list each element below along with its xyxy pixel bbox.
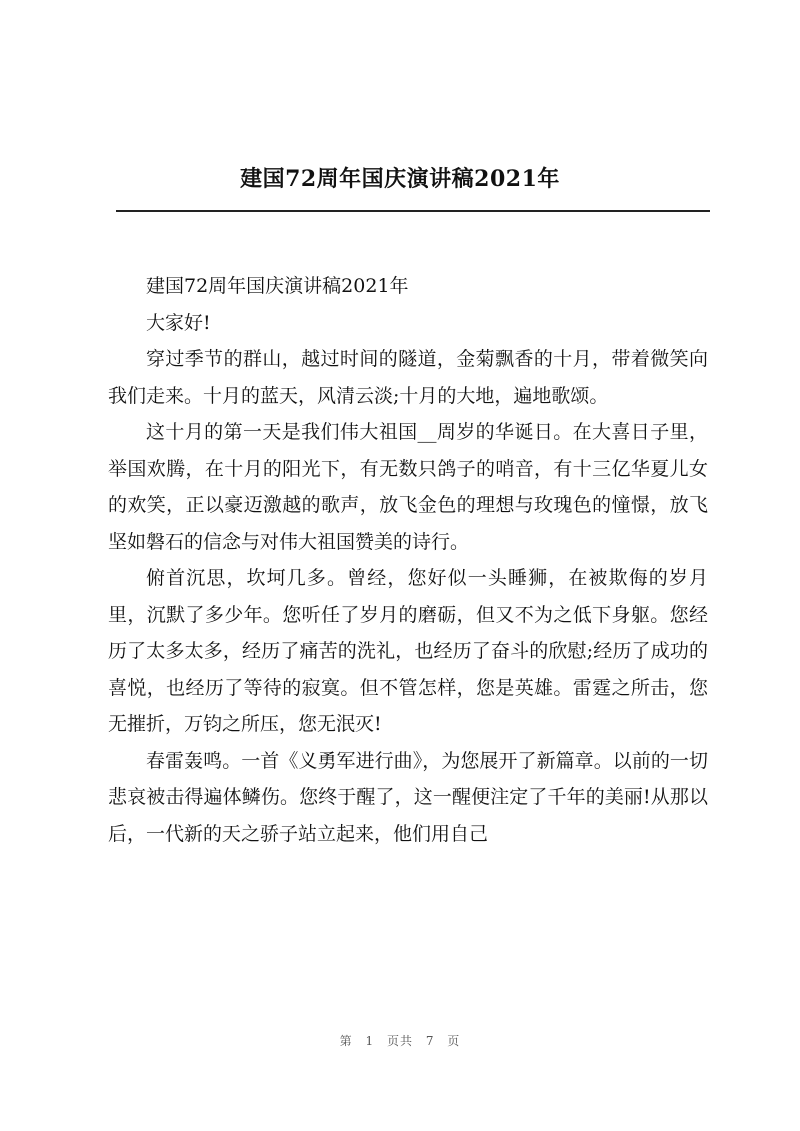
paragraph: 这十月的第一天是我们伟大祖国__周岁的华诞日。在大喜日子里，举国欢腾，在十月的阳光下，有无数只鸽子的哨音，有十三亿华夏儿女的欢笑，正以豪迈激越的歌声，放飞金色的理想与玫瑰色的憧憬，放飞坚如磐石的信念与对伟大祖国赞美的诗行。 bbox=[108, 421, 708, 553]
footer-total-pages: 7 bbox=[425, 1034, 435, 1048]
page-title: 建国72周年国庆演讲稿2021年 bbox=[240, 166, 560, 192]
footer-middle: 页共 bbox=[386, 1034, 413, 1048]
footer-current-page: 1 bbox=[365, 1034, 375, 1048]
paragraph-greeting: 大家好! bbox=[146, 311, 211, 334]
document-body bbox=[108, 268, 708, 852]
paragraph: 俯首沉思，坎坷几多。曾经，您好似一头睡狮，在被欺侮的岁月里，沉默了多少年。您听任了岁月的磨砺，但又不为之低下身躯。您经历了太多太多，经历了痛苦的洗礼，也经历了奋斗的欣慰;经历了成功的喜悦，也经历了等待的寂寞。但不管怎样，您是英雄。雷霆之所击，您无摧折，万钧之所压，您无泯灭! bbox=[108, 567, 708, 735]
paragraph-heading: 建国72周年国庆演讲稿2021年 bbox=[146, 275, 409, 297]
footer-prefix: 第 bbox=[339, 1034, 353, 1048]
paragraph: 春雷轰鸣。一首《义勇军进行曲》，为您展开了新篇章。以前的一切悲哀被击得遍体鳞伤。您终于醒了，这一醒便注定了千年的美丽!从那以后，一代新的天之骄子站立起来，他们用自己 bbox=[108, 749, 708, 845]
paragraph: 穿过季节的群山，越过时间的隧道，金菊飘香的十月，带着微笑向我们走来。十月的蓝天，风清云淡;十月的大地，遍地歌颂。 bbox=[108, 348, 708, 407]
page-footer bbox=[0, 1032, 800, 1049]
footer-suffix: 页 bbox=[447, 1034, 461, 1048]
title-divider bbox=[116, 210, 710, 212]
